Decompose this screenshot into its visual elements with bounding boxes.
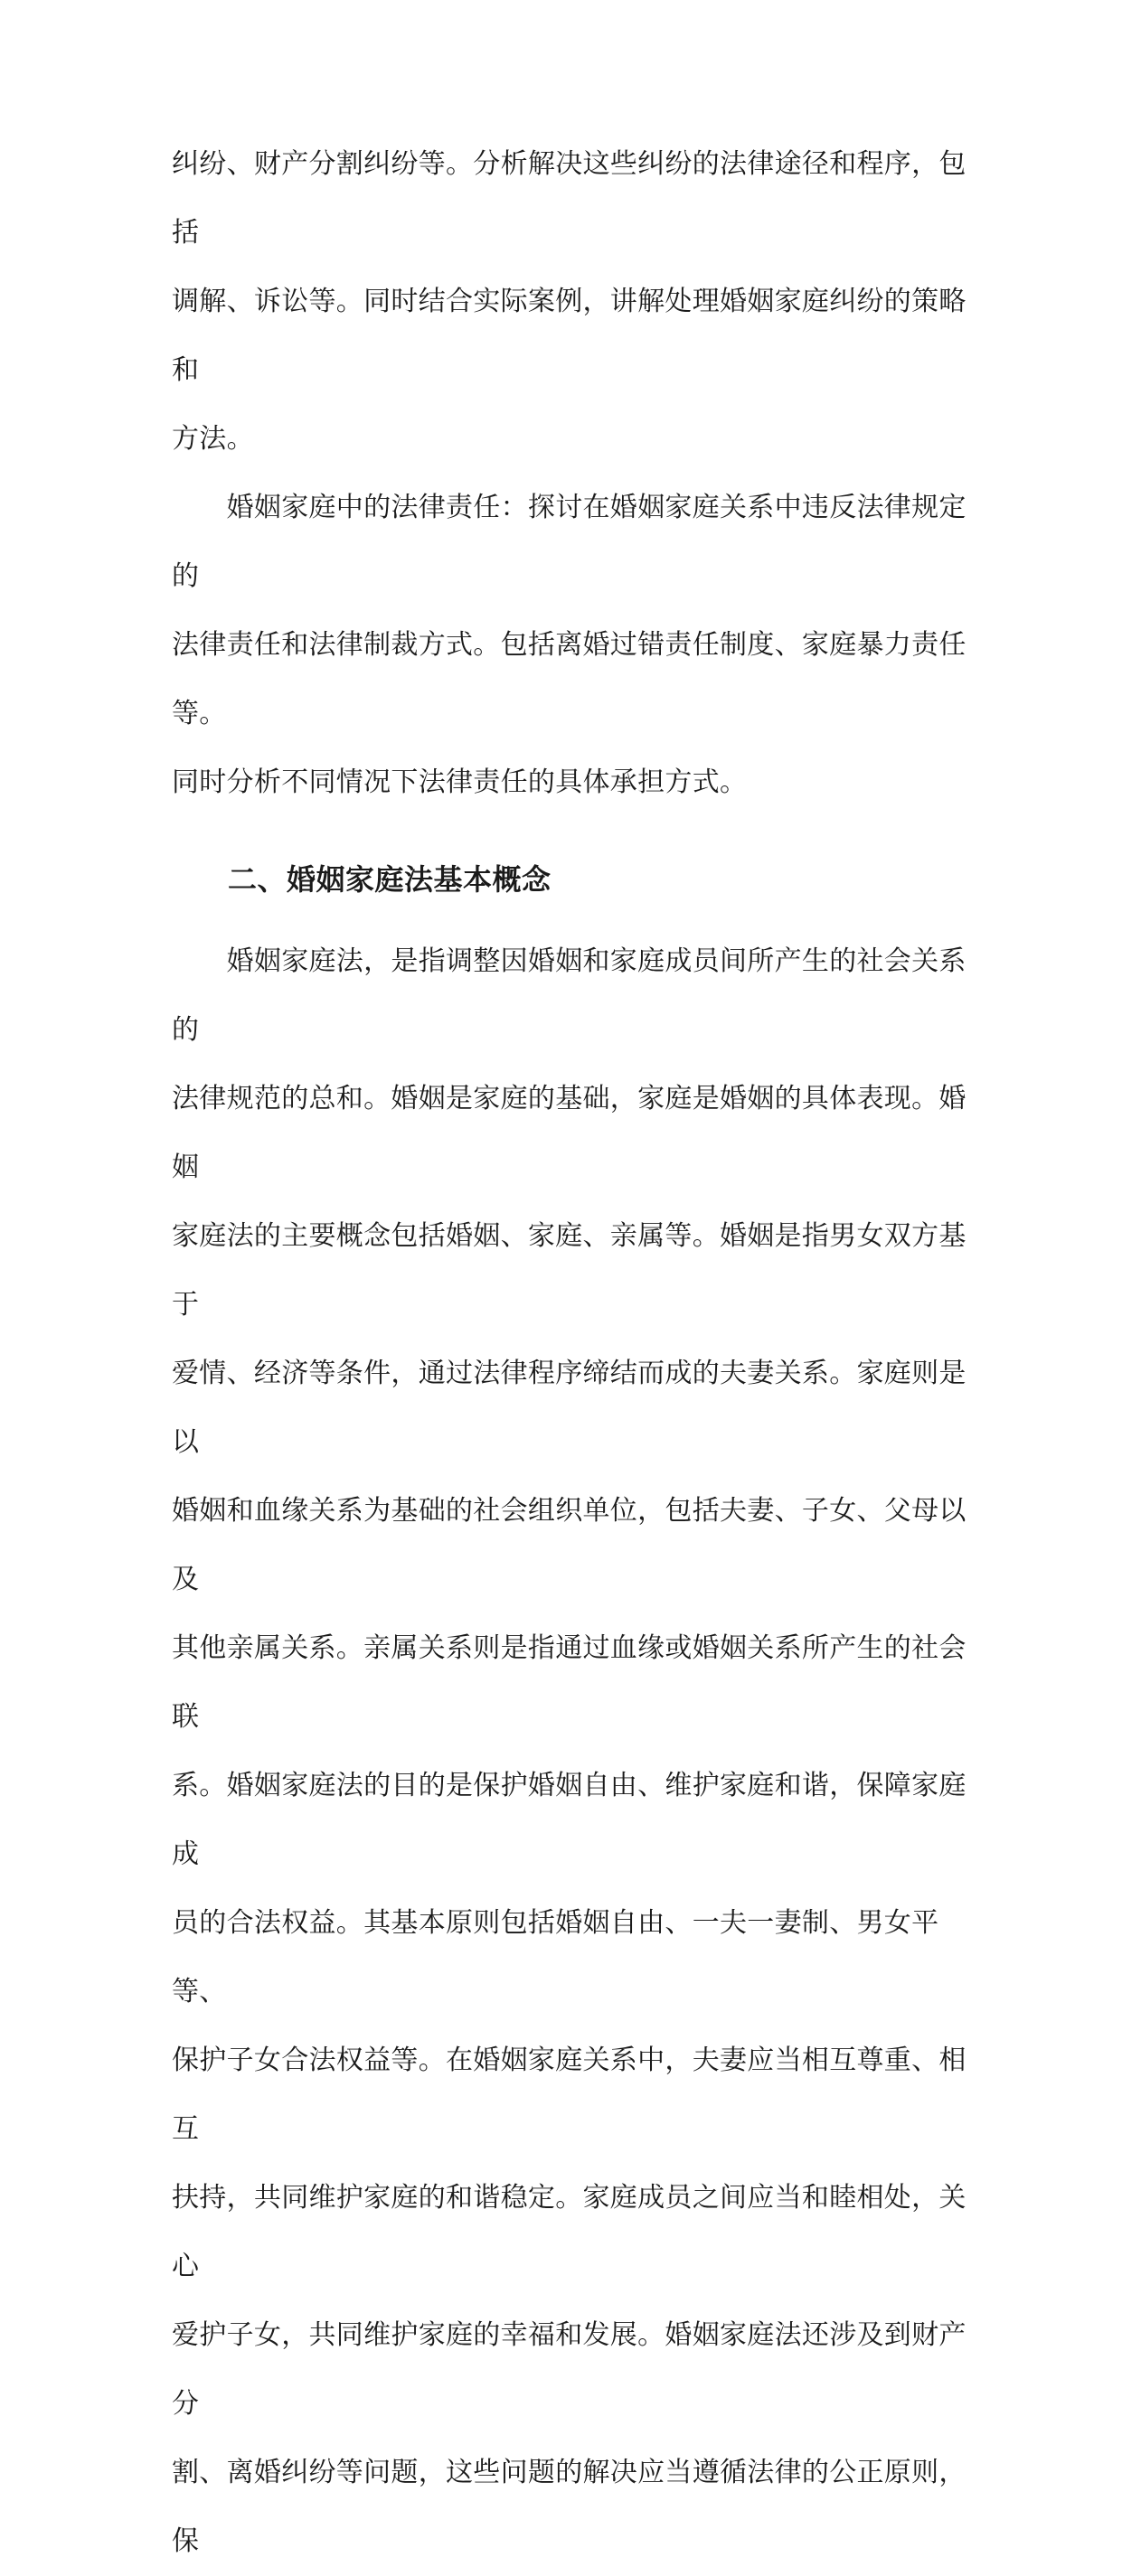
paragraph-dispute-resolution: 纠纷、财产分割纠纷等。分析解决这些纠纷的法律途径和程序，包括 调解、诉讼等。同时结合实际案例，讲解处理婚姻家庭纠纷的策略和 方法。 (172, 148, 966, 455)
page-content (172, 130, 967, 2576)
paragraph-basic-concepts: 婚姻家庭法，是指调整因婚姻和家庭成员间所产生的社会关系的 法律规范的总和。婚姻是家庭的基础，家庭是婚姻的具体表现。婚姻 家庭法的主要概念包括婚姻、家庭、亲属等。婚姻是指男女双方基于 爱情、经济等条件，通过法律程序缔结而成的夫妻关系。家庭则是以 婚姻和血缘关系为基础的社会组织单位，包括夫妻、子女、父母以及 其他亲属关系。亲属关系则是指通过血缘或婚姻关系所产生的社会联 系。婚姻家庭法的目的是保护婚姻自由、维护家庭和谐，保障家庭成 员的合法权益。其基本原则包括婚姻自由、一夫一妻制、男女平等、 保护子女合法权益等。在婚姻家庭关系中，夫妻应当相互尊重、相互 扶持，共同维护家庭的和谐稳定。家庭成员之间应当和睦相处，关心 爱护子女，共同维护家庭的幸福和发展。婚姻家庭法还涉及到财产分 割、离婚纠纷等问题，这些问题的解决应当遵循法律的公正原则，保 (172, 945, 966, 2557)
paragraph-legal-responsibility: 婚姻家庭中的法律责任：探讨在婚姻家庭关系中违反法律规定的 法律责任和法律制裁方式。包括离婚过错责任制度、家庭暴力责任等。 同时分析不同情况下法律责任的具体承担方式。 (172, 492, 966, 798)
section-heading: 二、婚姻家庭法基本概念 (228, 862, 552, 897)
